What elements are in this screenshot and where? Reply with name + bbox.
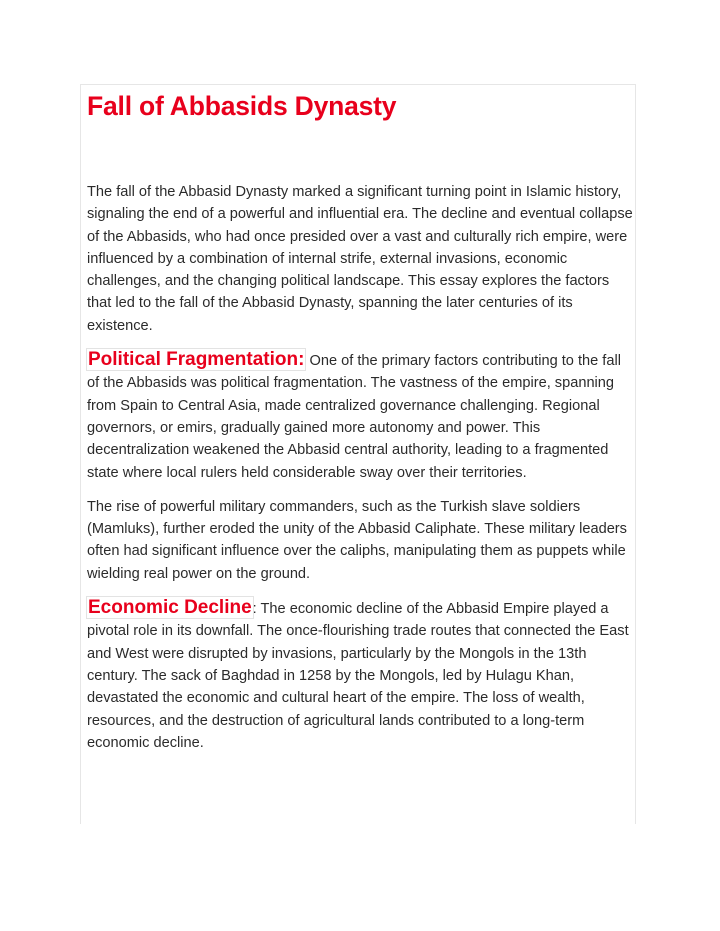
- economic-decline-paragraph: [87, 597, 635, 754]
- political-fragmentation-text: One of the primary factors contributing to the fall of the Abbasids was political fragmentation. The vastness of the empire, spanning from Spain to Central Asia, made centralized governance challenging. Regional governors, or emirs, gradually gained more autonomy and power. This decentralization weakened the Abbasid central authority, leading to a fragmented state where local rulers held considerable sway over their territories.: [87, 353, 621, 481]
- mamluks-paragraph: The rise of powerful military commanders, such as the Turkish slave soldiers (Mamluks), further eroded the unity of the Abbasid Caliphate. These military leaders often had significant influence over the caliphs, manipulating them as puppets while wielding real power on the ground.: [87, 498, 627, 582]
- document-title: Fall of Abbasids Dynasty: [87, 91, 397, 121]
- economic-decline-heading: Economic Decline: [88, 597, 252, 619]
- document-content: [87, 89, 635, 754]
- document-page: [80, 84, 636, 824]
- political-fragmentation-heading: Political Fragmentation:: [88, 349, 305, 371]
- political-fragmentation-paragraph: [87, 349, 635, 484]
- intro-paragraph: The fall of the Abbasid Dynasty marked a significant turning point in Islamic history, signaling the end of a powerful and influential era. The decline and eventual collapse of the Abbasids, who had once presided over a vast and culturally rich empire, were influenced by a combination of internal strife, external invasions, economic challenges, and the changing political landscape. This essay explores the factors that led to the fall of the Abbasid Dynasty, spanning the later centuries of its existence.: [87, 184, 633, 334]
- economic-decline-text: : The economic decline of the Abbasid Empire played a pivotal role in its downfall. The once-flourishing trade routes that connected the East and West were disrupted by invasions, particularly by the Mongols in the 13th century. The sack of Baghdad in 1258 by the Mongols, led by Hulagu Khan, devastated the economic and cultural heart of the empire. The loss of wealth, resources, and the destruction of agricultural lands contributed to a long-term economic decline.: [87, 601, 629, 751]
